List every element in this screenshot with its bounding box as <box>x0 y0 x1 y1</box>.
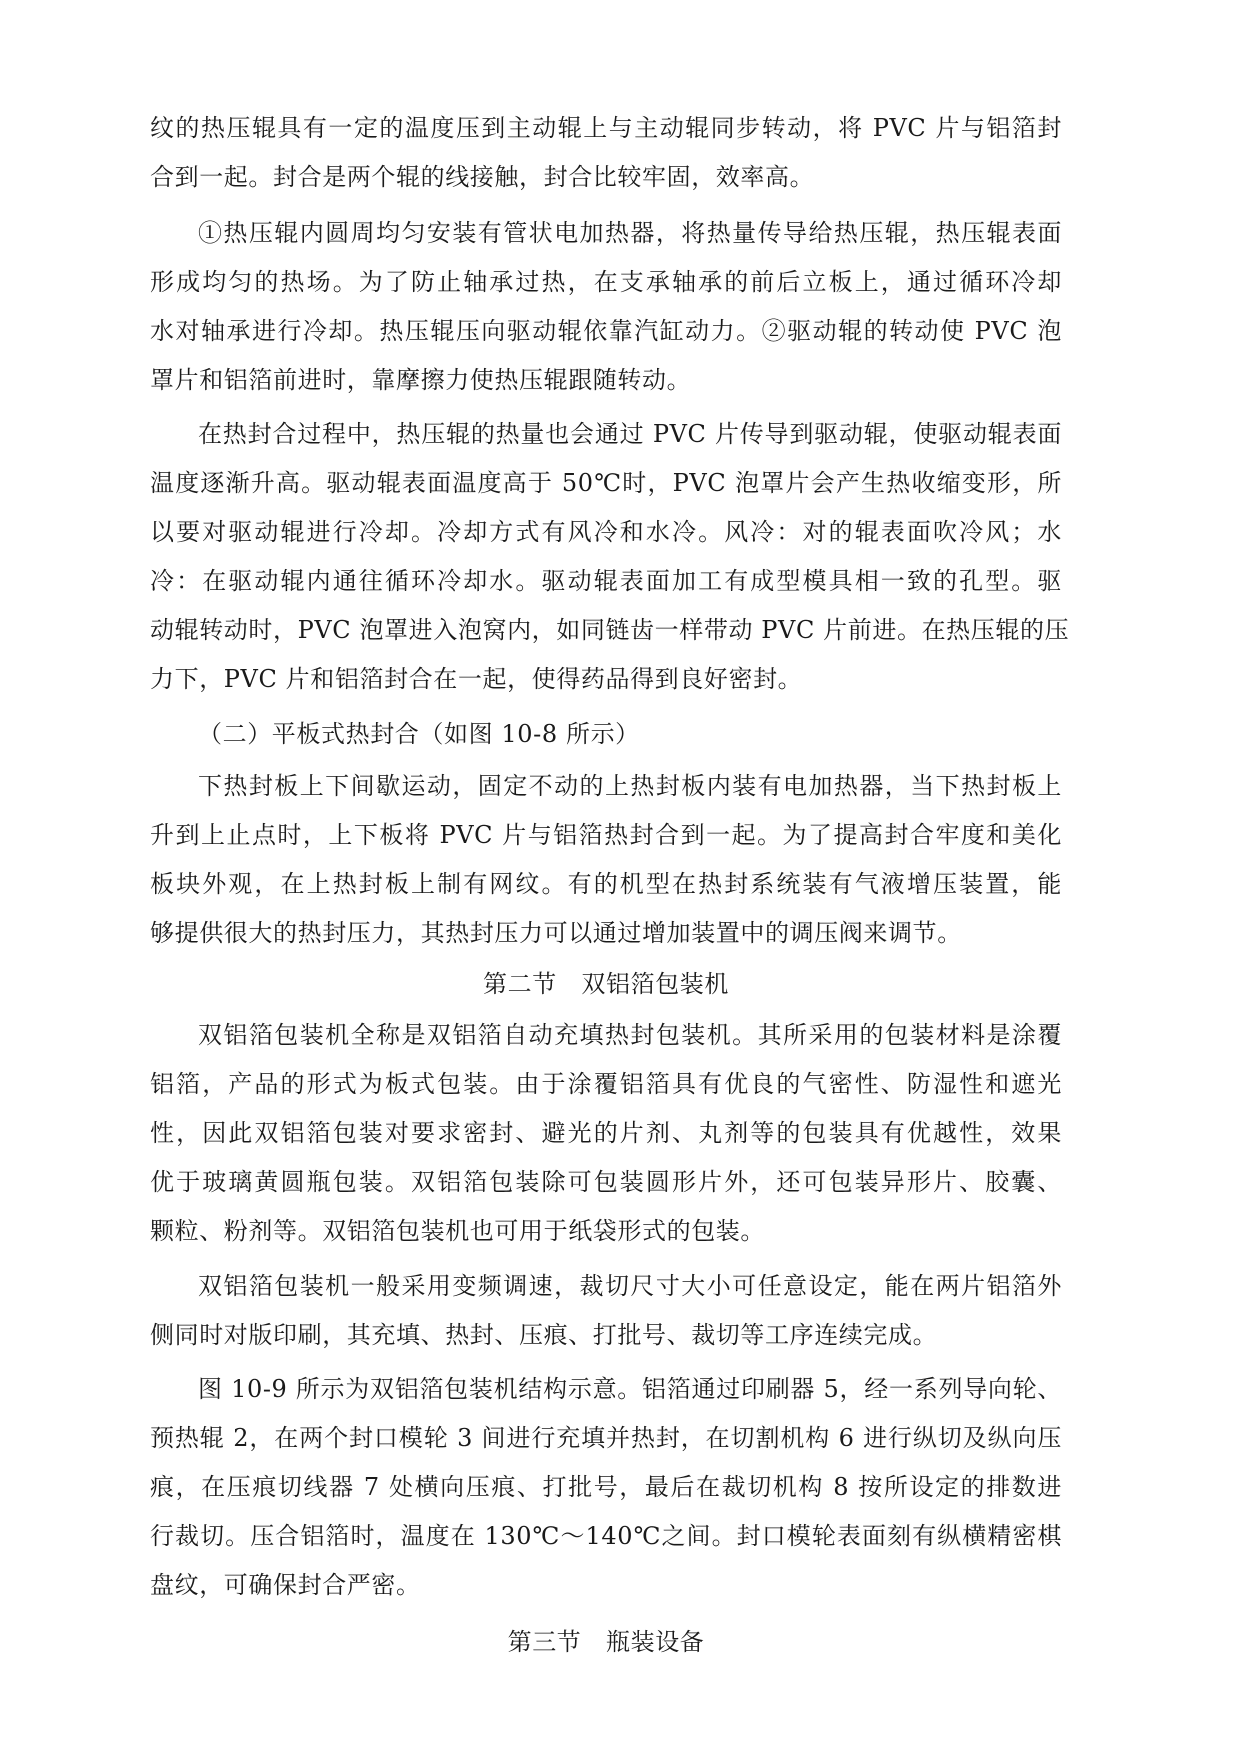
text-line: 侧同时对版印刷，其充填、热封、压痕、打批号、裁切等工序连续完成。 <box>150 1321 938 1349</box>
text-line: 形成均匀的热场。为了防止轴承过热，在支承轴承的前后立板上，通过循环冷却 <box>150 268 1062 296</box>
text-line: 在热封合过程中，热压辊的热量也会通过 PVC 片传导到驱动辊，使驱动辊表面 <box>198 420 1062 448</box>
text-line: 痕，在压痕切线器 7 处横向压痕、打批号，最后在裁切机构 8 按所设定的排数进 <box>150 1473 1062 1501</box>
text-line: 性，因此双铝箔包装对要求密封、避光的片剂、丸剂等的包装具有优越性，效果 <box>150 1119 1062 1147</box>
text-line: 下热封板上下间歇运动，固定不动的上热封板内装有电加热器，当下热封板上 <box>198 772 1062 800</box>
section-heading: 第二节 双铝箔包装机 <box>483 970 729 998</box>
text-line: 罩片和铝箔前进时，靠摩擦力使热压辊跟随转动。 <box>150 366 692 394</box>
text-line: 铝箔，产品的形式为板式包装。由于涂覆铝箔具有优良的气密性、防湿性和遮光 <box>150 1070 1062 1098</box>
text-line: 行裁切。压合铝箔时，温度在 130℃～140℃之间。封口模轮表面刻有纵横精密棋 <box>150 1522 1062 1550</box>
subsection-title: （二）平板式热封合（如图 10-8 所示） <box>198 720 640 748</box>
text-line: 冷：在驱动辊内通往循环冷却水。驱动辊表面加工有成型模具相一致的孔型。驱 <box>150 567 1062 595</box>
text-line: 温度逐渐升高。驱动辊表面温度高于 50℃时，PVC 泡罩片会产生热收缩变形，所 <box>150 469 1062 497</box>
text-line: 颗粒、粉剂等。双铝箔包装机也可用于纸袋形式的包装。 <box>150 1217 765 1245</box>
text-line: 水对轴承进行冷却。热压辊压向驱动辊依靠汽缸动力。②驱动辊的转动使 PVC 泡 <box>150 317 1062 345</box>
text-line: 合到一起。封合是两个辊的线接触，封合比较牢固，效率高。 <box>150 163 815 191</box>
text-line: 预热辊 2，在两个封口模轮 3 间进行充填并热封，在切割机构 6 进行纵切及纵向压 <box>150 1424 1062 1452</box>
text-line: ①热压辊内圆周均匀安装有管状电加热器，将热量传导给热压辊，热压辊表面 <box>198 219 1062 247</box>
text-line: 盘纹，可确保封合严密。 <box>150 1571 421 1599</box>
text-line: 升到上止点时，上下板将 PVC 片与铝箔热封合到一起。为了提高封合牢度和美化 <box>150 821 1062 849</box>
text-line: 板块外观，在上热封板上制有网纹。有的机型在热封系统装有气液增压装置，能 <box>150 870 1062 898</box>
text-line: 以要对驱动辊进行冷却。冷却方式有风冷和水冷。风冷：对的辊表面吹冷风；水 <box>150 518 1062 546</box>
text-line: 图 10-9 所示为双铝箔包装机结构示意。铝箔通过印刷器 5，经一系列导向轮、 <box>198 1375 1062 1403</box>
section-heading: 第三节 瓶装设备 <box>507 1628 705 1656</box>
text-line: 双铝箔包装机一般采用变频调速，裁切尺寸大小可任意设定，能在两片铝箔外 <box>198 1272 1062 1300</box>
text-line: 优于玻璃黄圆瓶包装。双铝箔包装除可包装圆形片外，还可包装异形片、胶囊、 <box>150 1168 1062 1196</box>
text-line: 力下，PVC 片和铝箔封合在一起，使得药品得到良好密封。 <box>150 665 803 693</box>
text-line: 够提供很大的热封压力，其热封压力可以通过增加装置中的调压阀来调节。 <box>150 919 962 947</box>
text-line: 双铝箔包装机全称是双铝箔自动充填热封包装机。其所采用的包装材料是涂覆 <box>198 1021 1062 1049</box>
text-line: 纹的热压辊具有一定的温度压到主动辊上与主动辊同步转动，将 PVC 片与铝箔封 <box>150 114 1062 142</box>
text-line: 动辊转动时，PVC 泡罩进入泡窝内，如同链齿一样带动 PVC 片前进。在热压辊的压 <box>150 616 1070 644</box>
